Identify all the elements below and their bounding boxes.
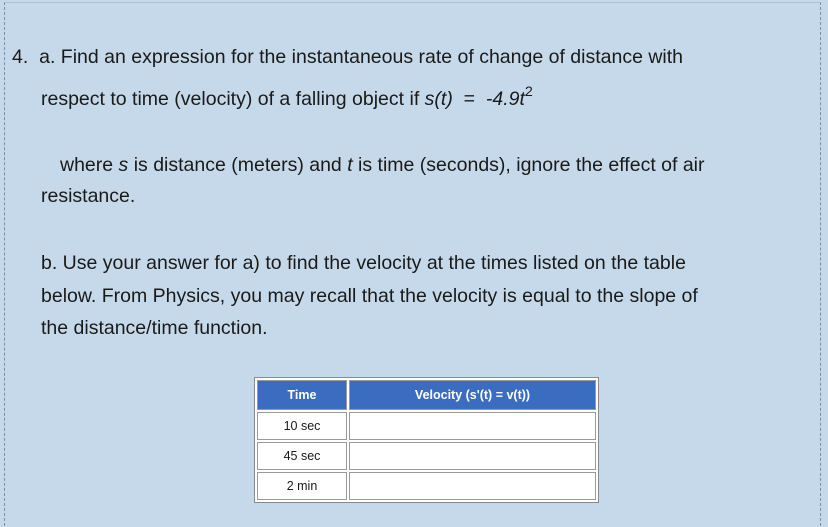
time-cell: 45 sec [257,442,347,470]
part-a-text-2: respect to time (velocity) of a falling object if [41,88,425,110]
part-a-text-1: a. Find an expression for the instantaneous rate of change of distance with [39,46,684,68]
equals-sign: = [463,88,476,110]
where-suffix: is time (seconds), ignore the effect of air [352,154,705,176]
velocity-cell[interactable] [349,472,596,500]
part-a-line-1 [12,45,683,69]
part-a-line-2 [41,83,533,112]
part-b-text-2: below. From Physics, you may recall that the velocity is equal to the slope of [41,285,698,307]
part-b-line-3 [41,316,268,340]
part-a-text-4: resistance. [41,185,136,207]
part-a-line-3 [60,153,705,177]
time-cell: 2 min [257,472,347,500]
function-name: s(t) [424,88,453,110]
question-number: 4. [12,46,29,68]
table-row [257,412,596,440]
part-b-text-1: b. Use your answer for a) to find the velocity at the times listed on the table [41,252,686,274]
table-header-row [257,380,596,410]
function-expression: -4.9t [485,88,525,110]
part-a-line-4 [41,184,135,208]
part-b-line-1 [41,251,686,275]
where-prefix: where [60,154,119,176]
velocity-table [254,377,599,503]
table-row [257,442,596,470]
velocity-cell[interactable] [349,412,596,440]
time-column-header: Time [257,380,347,410]
time-cell: 10 sec [257,412,347,440]
table-row [257,472,596,500]
variable-s: s [118,154,129,176]
part-b-text-3: the distance/time function. [41,317,268,339]
part-b-line-2 [41,284,698,308]
where-mid: is distance (meters) and [128,154,348,176]
velocity-column-header: Velocity (s'(t) = v(t)) [349,380,596,410]
exponent: 2 [524,83,533,99]
velocity-cell[interactable] [349,442,596,470]
variable-t: t [347,154,353,176]
